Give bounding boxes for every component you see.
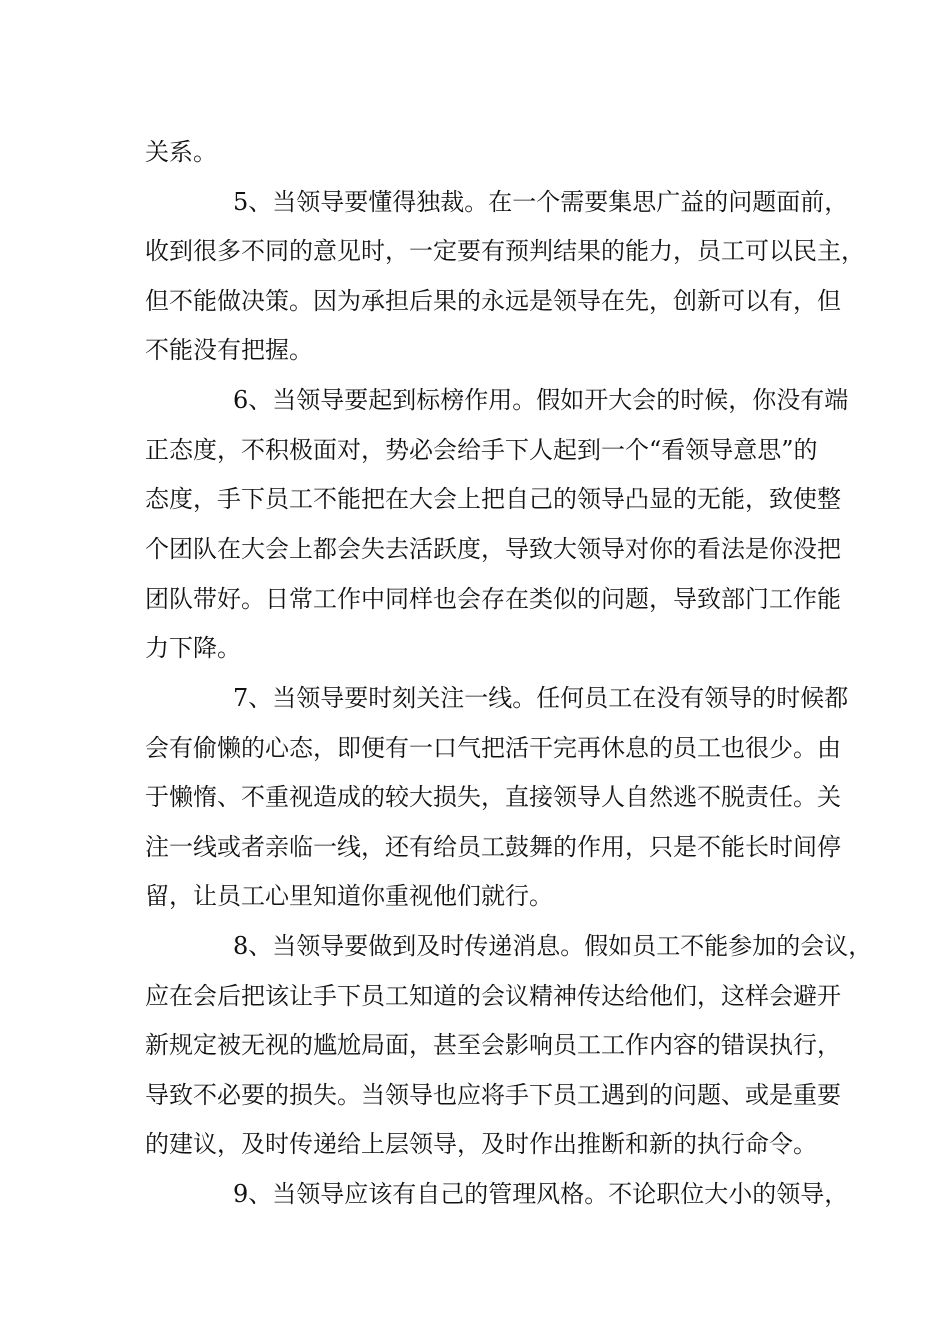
- paragraph-heading-8: 8、当领导要做到及时传递消息。假如员工不能参加的会议，: [233, 932, 873, 960]
- paragraph-heading-6: 6、当领导要起到标榜作用。假如开大会的时候，你没有端: [233, 386, 849, 414]
- text-line: 态度，手下员工不能把在大会上把自己的领导凸显的无能，致使整: [145, 485, 841, 513]
- paragraph-heading-5: 5、当领导要懂得独裁。在一个需要集思广益的问题面前，: [233, 188, 849, 216]
- text-line: 于懒惰、不重视造成的较大损失，直接领导人自然逃不脱责任。关: [145, 783, 841, 811]
- text-line: 力下降。: [145, 634, 241, 662]
- text-line: 个团队在大会上都会失去活跃度，导致大领导对你的看法是你没把: [145, 535, 841, 563]
- text-line: 导致不必要的损失。当领导也应将手下员工遇到的问题、或是重要: [145, 1081, 841, 1109]
- text-line: 但不能做决策。因为承担后果的永远是领导在先，创新可以有，但: [145, 287, 841, 315]
- text-line: 正态度，不积极面对，势必会给手下人起到一个“看领导意思”的: [145, 436, 818, 464]
- text-line: 应在会后把该让手下员工知道的会议精神传达给他们，这样会避开: [145, 982, 841, 1010]
- text-line: 不能没有把握。: [145, 336, 313, 364]
- text-line: 留，让员工心里知道你重视他们就行。: [145, 882, 553, 910]
- text-line: 关系。: [145, 138, 217, 166]
- paragraph-heading-7: 7、当领导要时刻关注一线。任何员工在没有领导的时候都: [233, 684, 849, 712]
- paragraph-heading-9: 9、当领导应该有自己的管理风格。不论职位大小的领导，: [233, 1180, 849, 1208]
- text-line: 会有偷懒的心态，即便有一口气把活干完再休息的员工也很少。由: [145, 734, 841, 762]
- text-line: 新规定被无视的尴尬局面，甚至会影响员工工作内容的错误执行，: [145, 1031, 841, 1059]
- text-line: 收到很多不同的意见时，一定要有预判结果的能力，员工可以民主，: [145, 237, 865, 265]
- text-line: 注一线或者亲临一线，还有给员工鼓舞的作用，只是不能长时间停: [145, 833, 841, 861]
- text-line: 的建议，及时传递给上层领导，及时作出推断和新的执行命令。: [145, 1130, 817, 1158]
- text-line: 团队带好。日常工作中同样也会存在类似的问题，导致部门工作能: [145, 585, 841, 613]
